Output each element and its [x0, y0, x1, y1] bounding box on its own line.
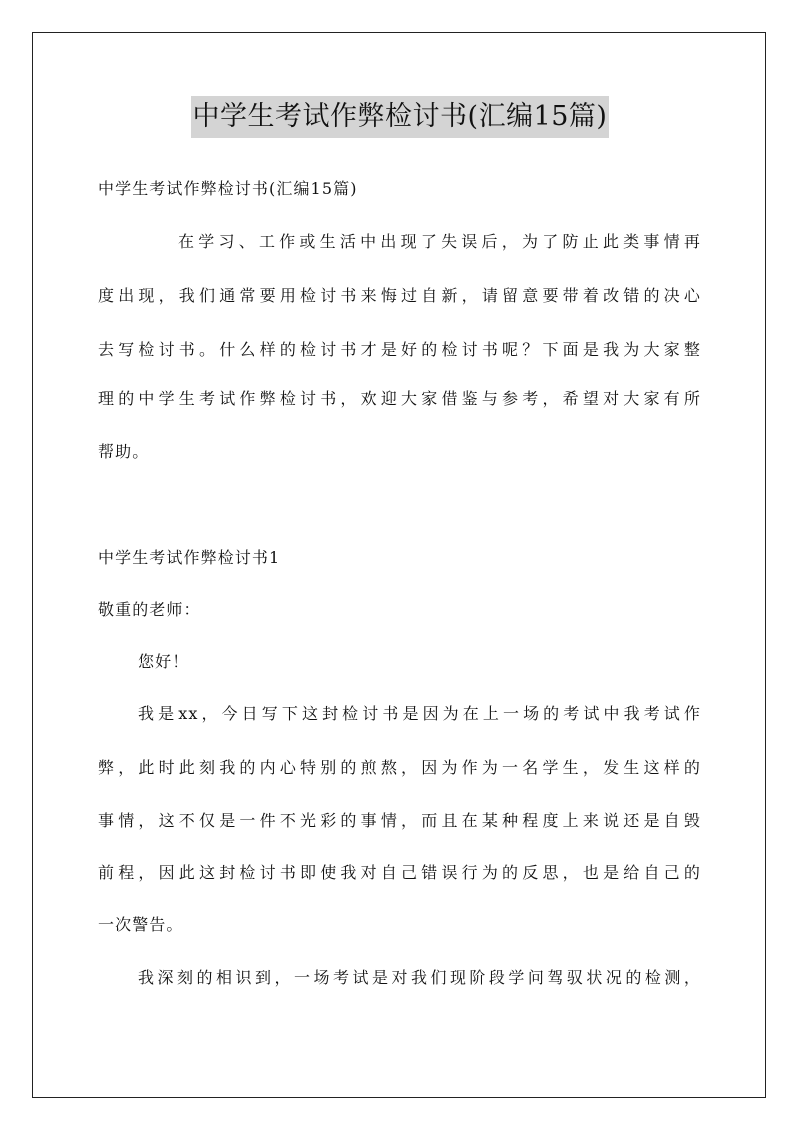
- intro-line-5: 帮助。: [98, 442, 150, 461]
- greeting: 您好！: [138, 652, 190, 671]
- intro-line-1: 在学习、工作或生活中出现了失误后，为了防止此类事情再: [178, 232, 701, 251]
- intro-line-3: 去写检讨书。什么样的检讨书才是好的检讨书呢？下面是我为大家整: [98, 340, 701, 359]
- paragraph1-line-4: 前程，因此这封检讨书即使我对自己错误行为的反思，也是给自己的: [98, 863, 701, 882]
- paragraph2-line-1: 我深刻的相识到，一场考试是对我们现阶段学问驾驭状况的检测，: [138, 968, 701, 987]
- section-heading: 中学生考试作弊检讨书1: [98, 548, 281, 567]
- intro-line-4: 理的中学生考试作弊检讨书，欢迎大家借鉴与参考，希望对大家有所: [98, 389, 701, 408]
- document-title: 中学生考试作弊检讨书(汇编15篇): [191, 96, 610, 138]
- salutation: 敬重的老师：: [98, 600, 201, 619]
- document-subtitle: 中学生考试作弊检讨书(汇编15篇): [98, 179, 358, 198]
- paragraph1-line-2: 弊，此时此刻我的内心特别的煎熬，因为作为一名学生，发生这样的: [98, 758, 701, 777]
- paragraph1-line-5: 一次警告。: [98, 915, 184, 934]
- intro-line-2: 度出现，我们通常要用检讨书来悔过自新，请留意要带着改错的决心: [98, 286, 701, 305]
- title-wrapper: [0, 96, 800, 138]
- paragraph1-line-3: 事情，这不仅是一件不光彩的事情，而且在某种程度上来说还是自毁: [98, 811, 701, 830]
- paragraph1-line-1: 我是xx，今日写下这封检讨书是因为在上一场的考试中我考试作: [138, 704, 701, 723]
